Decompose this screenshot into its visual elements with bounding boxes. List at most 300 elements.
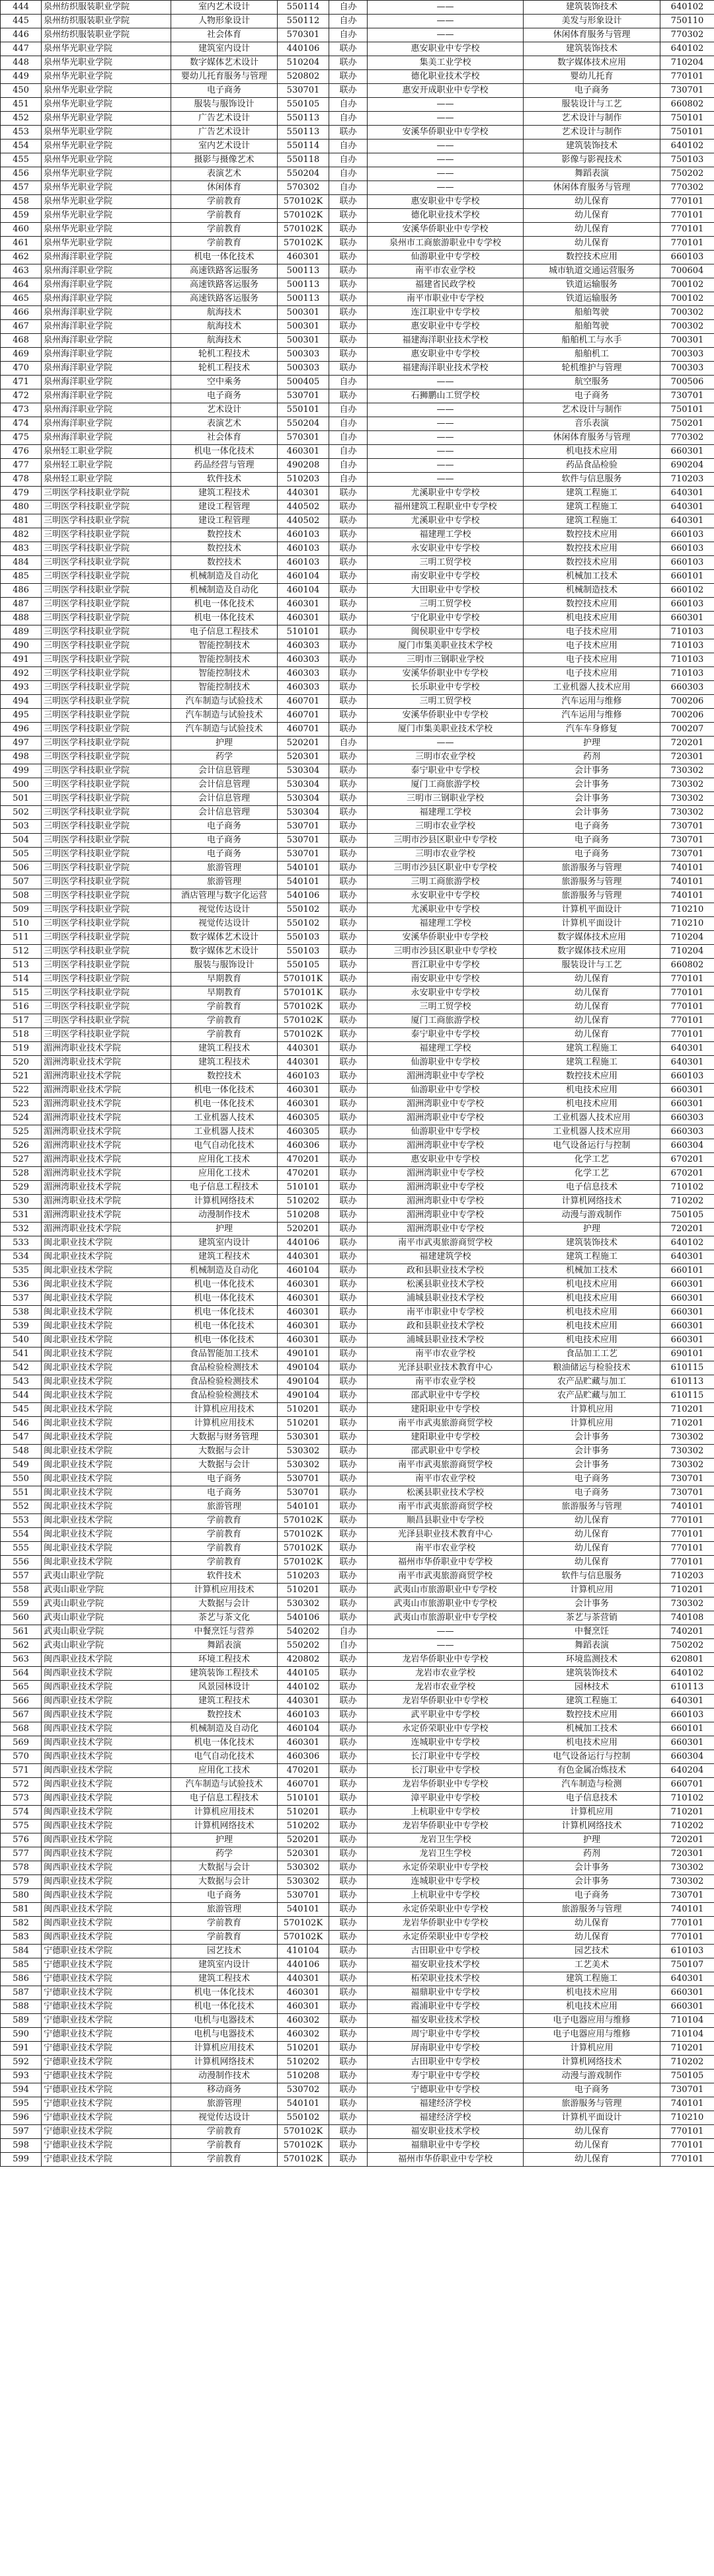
college-name: 三明医学科技职业学院 xyxy=(42,959,171,973)
college-name: 闽北职业技术学院 xyxy=(42,1389,171,1403)
table-row xyxy=(1,1931,714,1945)
partner-school: 武夷山市旅游职业中专学校 xyxy=(368,1597,524,1611)
secondary-code: 730701 xyxy=(660,834,714,848)
major-name: 大数据与会计 xyxy=(171,1597,278,1611)
run-type: 联办 xyxy=(329,875,368,889)
secondary-code: 710201 xyxy=(660,2042,714,2056)
run-type: 联办 xyxy=(329,1833,368,1847)
partner-school: 永安职业中专学校 xyxy=(368,542,524,556)
secondary-code: 660301 xyxy=(660,1084,714,1098)
major-name: 高速铁路客运服务 xyxy=(171,292,278,306)
table-row xyxy=(1,792,714,806)
secondary-code: 750202 xyxy=(660,167,714,181)
row-number: 518 xyxy=(1,1028,42,1042)
secondary-major: 旅游服务与管理 xyxy=(524,889,660,903)
row-number: 506 xyxy=(1,862,42,875)
table-row xyxy=(1,612,714,625)
secondary-code: 660103 xyxy=(660,1070,714,1084)
college-name: 泉州海洋职业学院 xyxy=(42,306,171,320)
table-row xyxy=(1,2000,714,2014)
row-number: 479 xyxy=(1,487,42,501)
row-number: 470 xyxy=(1,362,42,376)
major-code: 570102K xyxy=(278,195,329,209)
major-name: 电子商务 xyxy=(171,1472,278,1486)
secondary-major: 旅游服务与管理 xyxy=(524,1500,660,1514)
secondary-major: 幼儿保育 xyxy=(524,1931,660,1945)
row-number: 578 xyxy=(1,1861,42,1875)
secondary-major: 机电技术应用 xyxy=(524,1084,660,1098)
college-name: 闽西职业技术学院 xyxy=(42,1695,171,1709)
major-name: 机电一体化技术 xyxy=(171,598,278,612)
run-type: 联办 xyxy=(329,1084,368,1098)
secondary-code: 710201 xyxy=(660,1584,714,1597)
major-code: 520301 xyxy=(278,750,329,764)
secondary-major: 机械加工技术 xyxy=(524,1264,660,1278)
row-number: 448 xyxy=(1,56,42,70)
secondary-code: 690204 xyxy=(660,459,714,473)
row-number: 562 xyxy=(1,1639,42,1653)
table-row xyxy=(1,2083,714,2097)
college-name: 闽北职业技术学院 xyxy=(42,1264,171,1278)
major-code: 440301 xyxy=(278,487,329,501)
row-number: 500 xyxy=(1,778,42,792)
secondary-major: 护理 xyxy=(524,1833,660,1847)
secondary-major: 电子商务 xyxy=(524,848,660,862)
secondary-code: 700102 xyxy=(660,278,714,292)
major-code: 500301 xyxy=(278,320,329,334)
secondary-major: 幼儿保育 xyxy=(524,2125,660,2139)
secondary-major: 计算机网络技术 xyxy=(524,1820,660,1833)
secondary-code: 710210 xyxy=(660,917,714,931)
secondary-code: 730302 xyxy=(660,1597,714,1611)
run-type: 联办 xyxy=(329,2000,368,2014)
row-number: 544 xyxy=(1,1389,42,1403)
secondary-code: 710210 xyxy=(660,903,714,917)
secondary-major: 茶艺与茶营销 xyxy=(524,1611,660,1625)
table-row xyxy=(1,1084,714,1098)
major-code: 510201 xyxy=(278,1806,329,1820)
secondary-major: 建筑装饰技术 xyxy=(524,42,660,56)
table-row xyxy=(1,1833,714,1847)
major-code: 550103 xyxy=(278,931,329,945)
major-name: 早期教育 xyxy=(171,973,278,986)
college-name: 三明医学科技职业学院 xyxy=(42,695,171,709)
secondary-major: 电子商务 xyxy=(524,1472,660,1486)
secondary-major: 城市轨道交通运营服务 xyxy=(524,264,660,278)
major-name: 航海技术 xyxy=(171,334,278,348)
run-type: 自办 xyxy=(329,737,368,750)
secondary-major: 电子商务 xyxy=(524,2083,660,2097)
secondary-major: 数字媒体技术应用 xyxy=(524,56,660,70)
partner-school: 泉州市工商旅游职业中专学校 xyxy=(368,237,524,251)
row-number: 452 xyxy=(1,112,42,126)
row-number: 540 xyxy=(1,1334,42,1348)
table-row xyxy=(1,389,714,403)
partner-school: 三明市三钢职业学校 xyxy=(368,792,524,806)
college-name: 湄洲湾职业技术学院 xyxy=(42,1209,171,1223)
row-number: 569 xyxy=(1,1736,42,1750)
run-type: 联办 xyxy=(329,709,368,723)
major-code: 510202 xyxy=(278,2056,329,2070)
secondary-major: 电子商务 xyxy=(524,1889,660,1903)
secondary-major: 航空服务 xyxy=(524,376,660,389)
partner-school: 光泽县职业技术教育中心 xyxy=(368,1361,524,1375)
table-row xyxy=(1,1195,714,1209)
secondary-code: 640102 xyxy=(660,1667,714,1681)
secondary-major: 护理 xyxy=(524,737,660,750)
partner-school: 龙岩市农业学校 xyxy=(368,1681,524,1695)
partner-school: 惠安职业中专学校 xyxy=(368,42,524,56)
table-row xyxy=(1,1625,714,1639)
secondary-code: 660304 xyxy=(660,1750,714,1764)
secondary-major: 工艺美术 xyxy=(524,1958,660,1972)
run-type: 联办 xyxy=(329,237,368,251)
run-type: 联办 xyxy=(329,1542,368,1556)
major-code: 500113 xyxy=(278,292,329,306)
row-number: 553 xyxy=(1,1514,42,1528)
major-name: 数控技术 xyxy=(171,1070,278,1084)
major-name: 食品检验检测技术 xyxy=(171,1375,278,1389)
college-name: 闽西职业技术学院 xyxy=(42,1847,171,1861)
secondary-major: 机械制造技术 xyxy=(524,584,660,598)
secondary-code: 660301 xyxy=(660,2000,714,2014)
secondary-code: 750105 xyxy=(660,1209,714,1223)
partner-school: 湄洲湾职业中专学校 xyxy=(368,1209,524,1223)
table-row xyxy=(1,986,714,1000)
major-code: 520201 xyxy=(278,1223,329,1236)
secondary-code: 660101 xyxy=(660,570,714,584)
secondary-major: 电子信息技术 xyxy=(524,1792,660,1806)
row-number: 537 xyxy=(1,1292,42,1306)
table-row xyxy=(1,431,714,445)
major-name: 学前教育 xyxy=(171,1917,278,1931)
secondary-code: 750201 xyxy=(660,417,714,431)
college-name: 三明医学科技职业学院 xyxy=(42,667,171,681)
partner-school: —— xyxy=(368,1625,524,1639)
partner-school: 长汀职业中专学校 xyxy=(368,1750,524,1764)
college-name: 湄洲湾职业技术学院 xyxy=(42,1181,171,1195)
secondary-major: 机电技术应用 xyxy=(524,2000,660,2014)
secondary-major: 工业机器人技术应用 xyxy=(524,681,660,695)
run-type: 联办 xyxy=(329,931,368,945)
run-type: 自办 xyxy=(329,445,368,459)
table-row xyxy=(1,875,714,889)
secondary-code: 660701 xyxy=(660,1778,714,1792)
secondary-major: 建筑装饰技术 xyxy=(524,140,660,153)
partner-school: —— xyxy=(368,1,524,15)
secondary-code: 710202 xyxy=(660,2056,714,2070)
college-name: 宁德职业技术学院 xyxy=(42,1986,171,2000)
table-row xyxy=(1,1778,714,1792)
secondary-code: 640102 xyxy=(660,42,714,56)
secondary-code: 770101 xyxy=(660,70,714,84)
college-name: 泉州纺织服装职业学院 xyxy=(42,28,171,42)
partner-school: 南平市武夷旅游商贸学校 xyxy=(368,1417,524,1431)
partner-school: 上杭职业中专学校 xyxy=(368,1806,524,1820)
major-name: 电气自动化技术 xyxy=(171,1750,278,1764)
secondary-code: 770101 xyxy=(660,195,714,209)
partner-school: 武平职业中专学校 xyxy=(368,1709,524,1722)
run-type: 联办 xyxy=(329,84,368,98)
table-row xyxy=(1,889,714,903)
college-name: 宁德职业技术学院 xyxy=(42,1972,171,1986)
secondary-major: 机电技术应用 xyxy=(524,1736,660,1750)
partner-school: 龙岩华侨职业中专学校 xyxy=(368,1917,524,1931)
college-name: 武夷山职业学院 xyxy=(42,1611,171,1625)
college-name: 三明医学科技职业学院 xyxy=(42,723,171,737)
major-code: 500303 xyxy=(278,348,329,362)
row-number: 456 xyxy=(1,167,42,181)
college-name: 三明医学科技职业学院 xyxy=(42,542,171,556)
partner-school: 永安职业中专学校 xyxy=(368,986,524,1000)
run-type: 联办 xyxy=(329,1278,368,1292)
run-type: 联办 xyxy=(329,1403,368,1417)
major-code: 460305 xyxy=(278,1125,329,1139)
run-type: 联办 xyxy=(329,848,368,862)
run-type: 联办 xyxy=(329,1681,368,1695)
college-name: 泉州华光职业学院 xyxy=(42,223,171,237)
run-type: 联办 xyxy=(329,2125,368,2139)
major-code: 570102K xyxy=(278,223,329,237)
run-type: 联办 xyxy=(329,1736,368,1750)
college-name: 闽西职业技术学院 xyxy=(42,1931,171,1945)
secondary-code: 640102 xyxy=(660,1236,714,1250)
table-row xyxy=(1,862,714,875)
run-type: 联办 xyxy=(329,834,368,848)
table-row xyxy=(1,1056,714,1070)
major-name: 电子商务 xyxy=(171,820,278,834)
major-name: 服装与服饰设计 xyxy=(171,959,278,973)
partner-school: 连城职业中专学校 xyxy=(368,1875,524,1889)
run-type: 联办 xyxy=(329,2042,368,2056)
college-name: 湄洲湾职业技术学院 xyxy=(42,1070,171,1084)
table-row xyxy=(1,1250,714,1264)
major-code: 570301 xyxy=(278,431,329,445)
major-code: 420802 xyxy=(278,1653,329,1667)
major-name: 学前教育 xyxy=(171,209,278,223)
secondary-major: 园林技术 xyxy=(524,1681,660,1695)
row-number: 571 xyxy=(1,1764,42,1778)
secondary-code: 730701 xyxy=(660,1889,714,1903)
secondary-code: 740101 xyxy=(660,862,714,875)
partner-school: 大田职业中专学校 xyxy=(368,584,524,598)
row-number: 454 xyxy=(1,140,42,153)
run-type: 联办 xyxy=(329,1070,368,1084)
table-row xyxy=(1,2153,714,2167)
major-code: 570301 xyxy=(278,28,329,42)
college-name: 武夷山职业学院 xyxy=(42,1625,171,1639)
table-row xyxy=(1,1972,714,1986)
major-code: 440106 xyxy=(278,1958,329,1972)
partner-school: 三明市三钢职业学校 xyxy=(368,653,524,667)
partner-school: 石狮鹏山工贸学校 xyxy=(368,389,524,403)
secondary-major: 数控技术应用 xyxy=(524,598,660,612)
table-row xyxy=(1,1236,714,1250)
college-name: 湄洲湾职业技术学院 xyxy=(42,1111,171,1125)
secondary-major: 机电技术应用 xyxy=(524,1334,660,1348)
partner-school: —— xyxy=(368,153,524,167)
run-type: 联办 xyxy=(329,362,368,376)
major-code: 530304 xyxy=(278,806,329,820)
major-name: 机械制造及自动化 xyxy=(171,584,278,598)
secondary-code: 730701 xyxy=(660,820,714,834)
college-name: 三明医学科技职业学院 xyxy=(42,514,171,528)
table-row xyxy=(1,195,714,209)
major-code: 530701 xyxy=(278,1486,329,1500)
secondary-code: 710201 xyxy=(660,1417,714,1431)
secondary-major: 铁道运输服务 xyxy=(524,292,660,306)
run-type: 自办 xyxy=(329,376,368,389)
table-row xyxy=(1,167,714,181)
major-code: 490101 xyxy=(278,1348,329,1361)
college-name: 三明医学科技职业学院 xyxy=(42,792,171,806)
college-name: 湄洲湾职业技术学院 xyxy=(42,1223,171,1236)
college-name: 三明医学科技职业学院 xyxy=(42,1000,171,1014)
partner-school: 寿宁职业中专学校 xyxy=(368,2070,524,2083)
college-name: 宁德职业技术学院 xyxy=(42,2042,171,2056)
college-name: 闽西职业技术学院 xyxy=(42,1709,171,1722)
secondary-major: 机电技术应用 xyxy=(524,1098,660,1111)
secondary-code: 740101 xyxy=(660,875,714,889)
table-row xyxy=(1,959,714,973)
row-number: 590 xyxy=(1,2028,42,2042)
secondary-major: 动漫与游戏制作 xyxy=(524,1209,660,1223)
major-name: 学前教育 xyxy=(171,2139,278,2153)
secondary-major: 旅游服务与管理 xyxy=(524,1903,660,1917)
major-name: 社会体育 xyxy=(171,28,278,42)
major-name: 社会体育 xyxy=(171,431,278,445)
secondary-major: 计算机应用 xyxy=(524,1403,660,1417)
partner-school: 三明市农业学校 xyxy=(368,820,524,834)
run-type: 联办 xyxy=(329,1056,368,1070)
college-name: 三明医学科技职业学院 xyxy=(42,570,171,584)
college-name: 宁德职业技术学院 xyxy=(42,2070,171,2083)
major-name: 电气自动化技术 xyxy=(171,1139,278,1153)
major-name: 智能控制技术 xyxy=(171,681,278,695)
partner-school: 龙岩卫生学校 xyxy=(368,1847,524,1861)
run-type: 联办 xyxy=(329,862,368,875)
run-type: 联办 xyxy=(329,487,368,501)
secondary-code: 660303 xyxy=(660,1111,714,1125)
row-number: 597 xyxy=(1,2125,42,2139)
row-number: 522 xyxy=(1,1084,42,1098)
major-code: 530304 xyxy=(278,778,329,792)
major-name: 数控技术 xyxy=(171,556,278,570)
secondary-major: 幼儿保育 xyxy=(524,223,660,237)
college-name: 宁德职业技术学院 xyxy=(42,2028,171,2042)
major-name: 机电一体化技术 xyxy=(171,1736,278,1750)
run-type: 联办 xyxy=(329,1667,368,1681)
major-name: 移动商务 xyxy=(171,2083,278,2097)
secondary-code: 710103 xyxy=(660,667,714,681)
secondary-code: 660301 xyxy=(660,1334,714,1348)
major-name: 视觉传达设计 xyxy=(171,903,278,917)
partner-school: —— xyxy=(368,445,524,459)
secondary-major: 建筑工程施工 xyxy=(524,1056,660,1070)
row-number: 445 xyxy=(1,15,42,28)
major-name: 视觉传达设计 xyxy=(171,917,278,931)
row-number: 532 xyxy=(1,1223,42,1236)
college-name: 泉州华光职业学院 xyxy=(42,181,171,195)
major-code: 550102 xyxy=(278,903,329,917)
major-code: 530302 xyxy=(278,1861,329,1875)
run-type: 联办 xyxy=(329,2070,368,2083)
table-row xyxy=(1,1389,714,1403)
row-number: 591 xyxy=(1,2042,42,2056)
partner-school: 尤溪职业中专学校 xyxy=(368,514,524,528)
run-type: 联办 xyxy=(329,2014,368,2028)
row-number: 531 xyxy=(1,1209,42,1223)
row-number: 505 xyxy=(1,848,42,862)
major-name: 摄影与摄像艺术 xyxy=(171,153,278,167)
table-row xyxy=(1,1264,714,1278)
major-name: 动漫制作技术 xyxy=(171,2070,278,2083)
secondary-major: 建筑工程施工 xyxy=(524,487,660,501)
row-number: 525 xyxy=(1,1125,42,1139)
major-name: 数字媒体艺术设计 xyxy=(171,945,278,959)
secondary-major: 建筑工程施工 xyxy=(524,1042,660,1056)
college-name: 闽北职业技术学院 xyxy=(42,1306,171,1320)
major-code: 540101 xyxy=(278,862,329,875)
partner-school: 武夷山市旅游职业中专学校 xyxy=(368,1584,524,1597)
table-row xyxy=(1,695,714,709)
college-name: 闽西职业技术学院 xyxy=(42,1820,171,1833)
major-name: 旅游管理 xyxy=(171,1903,278,1917)
row-number: 512 xyxy=(1,945,42,959)
college-name: 泉州海洋职业学院 xyxy=(42,348,171,362)
major-name: 建筑室内设计 xyxy=(171,1958,278,1972)
major-name: 软件技术 xyxy=(171,473,278,487)
row-number: 457 xyxy=(1,181,42,195)
college-name: 三明医学科技职业学院 xyxy=(42,778,171,792)
table-row xyxy=(1,251,714,264)
run-type: 联办 xyxy=(329,1903,368,1917)
table-row xyxy=(1,1348,714,1361)
major-code: 460301 xyxy=(278,598,329,612)
secondary-major: 电子信息技术 xyxy=(524,1181,660,1195)
major-code: 570101K xyxy=(278,986,329,1000)
run-type: 联办 xyxy=(329,1417,368,1431)
major-code: 570102K xyxy=(278,1917,329,1931)
run-type: 联办 xyxy=(329,1986,368,2000)
college-name: 泉州华光职业学院 xyxy=(42,237,171,251)
row-number: 504 xyxy=(1,834,42,848)
college-name: 三明医学科技职业学院 xyxy=(42,750,171,764)
secondary-code: 770302 xyxy=(660,181,714,195)
run-type: 联办 xyxy=(329,542,368,556)
major-code: 530304 xyxy=(278,764,329,778)
run-type: 自办 xyxy=(329,1625,368,1639)
partner-school: 南平市农业学校 xyxy=(368,264,524,278)
major-code: 510201 xyxy=(278,1584,329,1597)
row-number: 473 xyxy=(1,403,42,417)
secondary-code: 750101 xyxy=(660,112,714,126)
row-number: 514 xyxy=(1,973,42,986)
secondary-code: 700302 xyxy=(660,320,714,334)
table-row xyxy=(1,570,714,584)
secondary-major: 数控技术应用 xyxy=(524,251,660,264)
secondary-code: 770101 xyxy=(660,1028,714,1042)
college-name: 泉州华光职业学院 xyxy=(42,209,171,223)
partner-school: 安溪华侨职业中专学校 xyxy=(368,931,524,945)
major-name: 计算机网络技术 xyxy=(171,1820,278,1833)
table-row xyxy=(1,459,714,473)
row-number: 526 xyxy=(1,1139,42,1153)
row-number: 474 xyxy=(1,417,42,431)
college-name: 湄洲湾职业技术学院 xyxy=(42,1042,171,1056)
major-code: 440105 xyxy=(278,1667,329,1681)
secondary-code: 690101 xyxy=(660,1348,714,1361)
